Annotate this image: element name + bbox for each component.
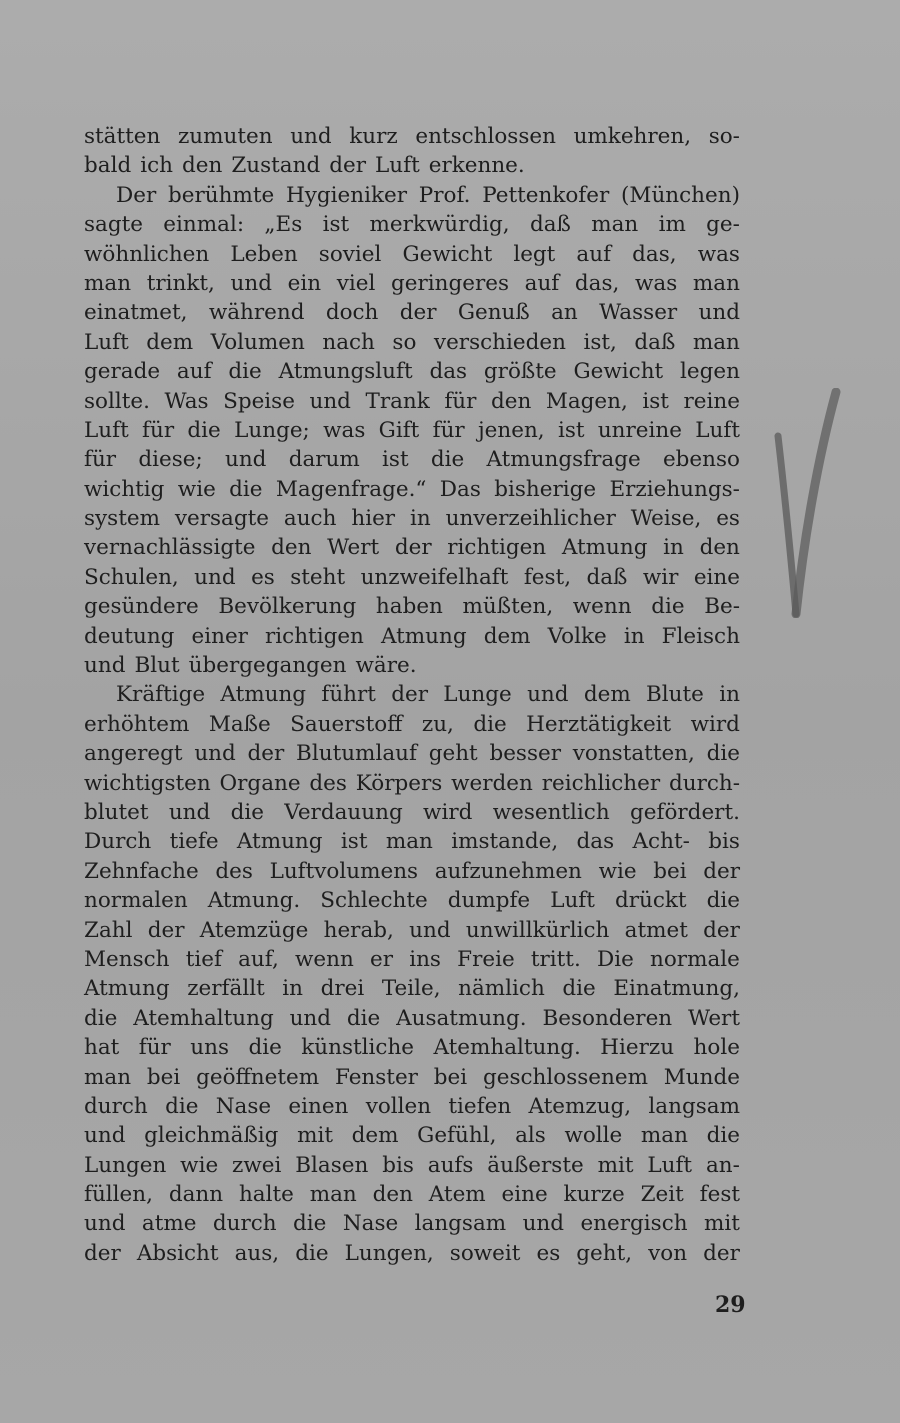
text-line: und Blut übergegangen wäre. — [84, 653, 417, 679]
text-line: einatmet, während doch der Genuß an Wasser und — [84, 300, 740, 326]
text-line: sagte einmal: „Es ist merkwürdig, daß man im ge- — [84, 212, 740, 238]
text-line: deutung einer richtigen Atmung dem Volke in Fleisch — [84, 623, 740, 649]
text-line: wöhnlichen Leben soviel Gewicht legt auf das, was — [84, 241, 740, 267]
text-line: für diese; und darum ist die Atmungsfrage ebenso — [84, 447, 740, 473]
text-line: durch die Nase einen vollen tiefen Atemzug, langsam — [84, 1093, 740, 1119]
text-line: stätten zumuten und kurz entschlossen umkehren, so- — [84, 124, 740, 149]
text-line: wichtig wie die Magenfrage.“ Das bisherige Erziehungs- — [84, 476, 740, 502]
text-line: system versagte auch hier in unverzeihlicher Weise, es — [84, 506, 740, 532]
text-line: Mensch tief auf, wenn er ins Freie tritt. Die normale — [84, 946, 740, 972]
text-line: Durch tiefe Atmung ist man imstande, das Acht- bis — [84, 829, 740, 855]
text-line: man bei geöffnetem Fenster bei geschlossenem Munde — [84, 1064, 740, 1090]
pencil-check-mark — [772, 388, 842, 618]
text-line: angeregt und der Blutumlauf geht besser vonstatten, die — [84, 741, 740, 767]
text-line: gerade auf die Atmungsluft das größte Gewicht legen — [84, 359, 740, 385]
text-line: Kräftige Atmung führt der Lunge und dem Blute in — [116, 682, 740, 708]
text-line: und atme durch die Nase langsam und energisch mit — [84, 1211, 740, 1237]
text-line: Lungen wie zwei Blasen bis aufs äußerste mit Luft an- — [84, 1152, 740, 1178]
text-line: Luft für die Lunge; was Gift für jenen, ist unreine Luft — [84, 417, 740, 443]
page-number: 29 — [715, 1292, 746, 1318]
text-line: wichtigsten Organe des Körpers werden reichlicher durch- — [84, 770, 740, 796]
text-line: Schulen, und es steht unzweifelhaft fest, daß wir eine — [84, 564, 740, 590]
text-line: vernachlässigte den Wert der richtigen Atmung in den — [84, 535, 740, 561]
text-line: Zehnfache des Luftvolumens aufzunehmen wie bei der — [84, 858, 740, 884]
text-line: die Atemhaltung und die Ausatmung. Besonderen Wert — [84, 1005, 740, 1031]
text-line: normalen Atmung. Schlechte dumpfe Luft drückt die — [84, 888, 740, 914]
text-line: blutet und die Verdauung wird wesentlich gefördert. — [84, 799, 740, 825]
text-line: füllen, dann halte man den Atem eine kurze Zeit fest — [84, 1182, 740, 1208]
text-line: Atmung zerfällt in drei Teile, nämlich die Einatmung, — [84, 976, 740, 1002]
text-line: der Absicht aus, die Lungen, soweit es geht, von der — [84, 1240, 740, 1266]
text-line: sollte. Was Speise und Trank für den Magen, ist reine — [84, 388, 740, 414]
text-line: gesündere Bevölkerung haben müßten, wenn die Be- — [84, 594, 740, 620]
text-line: Zahl der Atemzüge herab, und unwillkürlich atmet der — [84, 917, 740, 943]
body-text — [84, 122, 740, 1268]
text-line: hat für uns die künstliche Atemhaltung. Hierzu hole — [84, 1035, 740, 1061]
text-line: erhöhtem Maße Sauerstoff zu, die Herztätigkeit wird — [84, 711, 740, 737]
text-line: man trinkt, und ein viel geringeres auf das, was man — [84, 270, 740, 296]
text-line: Der berühmte Hygieniker Prof. Pettenkofer (München) — [116, 182, 740, 208]
text-line: Luft dem Volumen nach so verschieden ist, daß man — [84, 329, 740, 355]
text-line: und gleichmäßig mit dem Gefühl, als wolle man die — [84, 1123, 740, 1149]
text-line: bald ich den Zustand der Luft erkenne. — [84, 153, 525, 179]
